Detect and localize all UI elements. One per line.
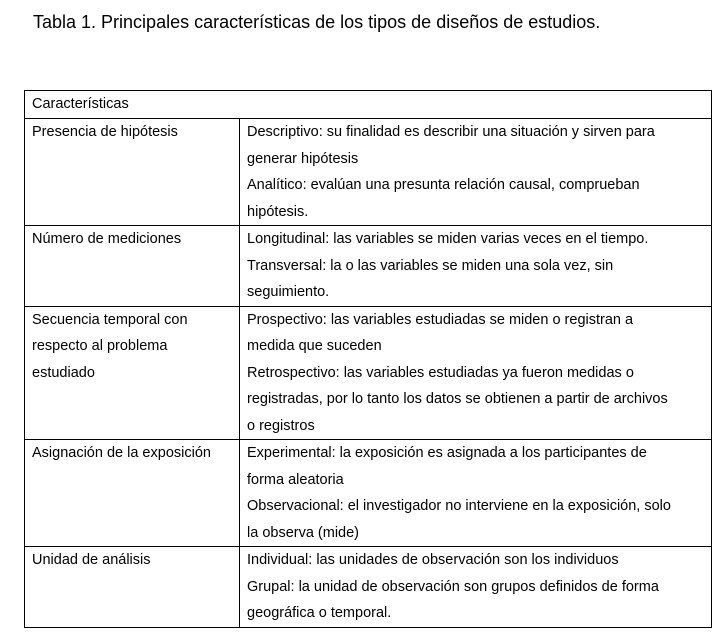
description-cell (240, 306, 712, 440)
table-body (25, 91, 712, 628)
feature-cell (25, 119, 240, 226)
table-row (25, 547, 712, 628)
feature-line: Asignación de la exposición (32, 445, 211, 461)
description-line: forma aleatoria (247, 471, 344, 488)
description-line: medida que suceden (247, 338, 382, 354)
feature-line: Secuencia temporal con (32, 311, 188, 328)
table-row (25, 306, 712, 440)
description-line: generar hipótesis (247, 150, 359, 167)
description-line: Longitudinal: las variables se miden varias veces en el tiempo. (247, 231, 649, 247)
feature-line: respecto al problema (32, 338, 168, 354)
feature-cell (25, 547, 240, 628)
feature-line: Número de mediciones (32, 231, 182, 247)
feature-cell (25, 306, 240, 440)
description-cell (240, 226, 712, 307)
description-cell (240, 440, 712, 547)
feature-line: estudiado (32, 364, 95, 381)
description-line: Analítico: evalúan una presunta relación causal, comprueban (247, 177, 640, 193)
description-line: Transversal: la o las variables se miden una sola vez, sin (247, 257, 614, 274)
description-line: Individual: las unidades de observación son los individuos (247, 552, 619, 568)
description-line: Grupal: la unidad de observación son grupos definidos de forma (247, 578, 659, 595)
description-line: registradas, por lo tanto los datos se obtienen a partir de archivos (247, 391, 668, 407)
feature-cell (25, 226, 240, 307)
description-cell (240, 119, 712, 226)
description-line: Experimental: la exposición es asignada a los participantes de (247, 445, 647, 461)
description-line: geográfica o temporal. (247, 605, 392, 621)
table-row (25, 119, 712, 226)
description-line: Descriptivo: su finalidad es describir una situación y sirven para (247, 124, 655, 140)
description-line: Prospectivo: las variables estudiadas se miden o registran a (247, 311, 634, 328)
table-header-cell: Características (25, 91, 712, 119)
description-line: o registros (247, 417, 315, 434)
description-line: Retrospectivo: las variables estudiadas ya fueron medidas o (247, 364, 634, 381)
feature-line: Unidad de análisis (32, 552, 151, 568)
description-line: seguimiento. (247, 284, 330, 300)
table-row (25, 440, 712, 547)
description-cell (240, 547, 712, 628)
table-caption: Tabla 1. Principales características de los tipos de diseños de estudios. (33, 12, 601, 32)
description-line: hipótesis. (247, 203, 309, 220)
table-header-row (25, 91, 712, 119)
description-line: Observacional: el investigador no interviene en la exposición, solo (247, 498, 671, 514)
characteristics-table (24, 90, 712, 628)
description-line: la observa (mide) (247, 524, 360, 541)
table-row (25, 226, 712, 307)
feature-cell (25, 440, 240, 547)
feature-line: Presencia de hipótesis (32, 124, 178, 140)
